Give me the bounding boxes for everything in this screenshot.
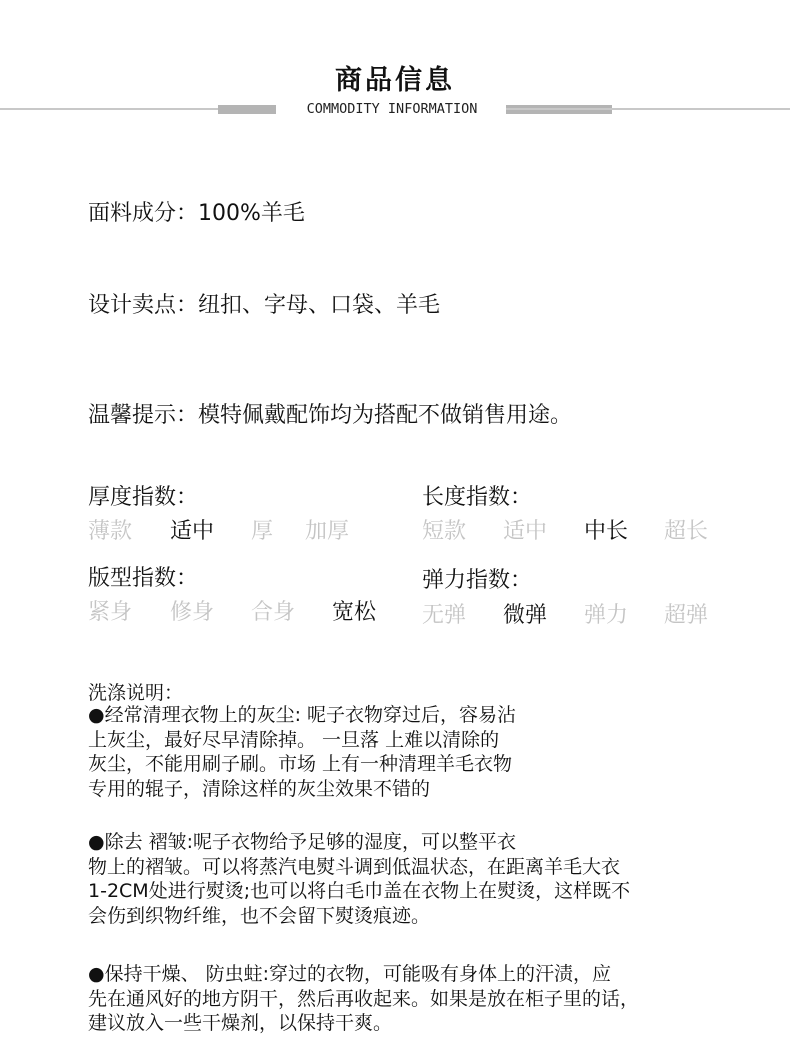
thickness-option: 适中 — [170, 519, 215, 544]
paragraph-line: 先在通风好的地方阴干，然后再收起来。如果是放在柜子里的话， — [88, 987, 640, 1010]
thickness-option: 厚 — [251, 519, 274, 544]
fit-option: 宽松 — [332, 600, 377, 625]
kind-reminder: 温馨提示：模特佩戴配饰均为搭配不做销售用途。 — [88, 403, 573, 428]
header-accent-bar-left — [218, 105, 276, 114]
length-option: 短款 — [422, 519, 467, 544]
length-option: 适中 — [503, 519, 548, 544]
elasticity-option: 无弹 — [422, 603, 467, 628]
washing-paragraph-dry — [88, 962, 639, 1036]
thickness-option: 加厚 — [305, 519, 350, 544]
fit-index-title: 版型指数： — [88, 566, 199, 591]
paragraph-line: 1-2CM处进行熨烫;也可以将白毛巾盖在衣物上在熨烫，这样既不 — [88, 880, 631, 902]
fit-option: 紧身 — [88, 600, 133, 625]
paragraph-line: 建议放入一些干燥剂，以保持干爽。 — [88, 1012, 393, 1034]
elasticity-option: 弹力 — [584, 603, 629, 628]
washing-paragraph-dust — [88, 703, 516, 801]
fit-option: 修身 — [170, 600, 215, 625]
thickness-option: 薄款 — [88, 519, 133, 544]
thickness-index-title: 厚度指数： — [88, 485, 199, 510]
paragraph-line: 专用的辊子，清除这样的灰尘效果不错的 — [88, 777, 431, 800]
paragraph-line: ●保持干燥、 防虫蛀:穿过的衣物，可能吸有身体上的汗渍，应 — [88, 963, 612, 985]
paragraph-line: 会伤到织物纤维，也不会留下熨烫痕迹。 — [88, 904, 431, 927]
elasticity-index-title: 弹力指数： — [422, 568, 533, 593]
paragraph-line: ●除去 褶皱:呢子衣物给予足够的湿度，可以整平衣 — [88, 831, 517, 853]
paragraph-line: 物上的褶皱。可以将蒸汽电熨斗调到低温状态，在距离羊毛大衣 — [88, 855, 621, 878]
elasticity-option: 微弹 — [503, 603, 548, 628]
page-subtitle: COMMODITY INFORMATION — [306, 101, 478, 117]
length-option: 中长 — [584, 519, 629, 544]
washing-paragraph-wrinkles — [88, 830, 630, 928]
paragraph-line: ●经常清理衣物上的灰尘: 呢子衣物穿过后，容易沾 — [88, 704, 517, 726]
paragraph-line: 上灰尘，最好尽早清除掉。 一旦落 上难以清除的 — [88, 728, 500, 751]
fit-option: 合身 — [251, 600, 296, 625]
length-option: 超长 — [664, 519, 709, 544]
header-divider-right — [506, 108, 790, 110]
washing-instructions-title: 洗涤说明： — [88, 682, 184, 704]
design-selling-points: 设计卖点：纽扣、字母、口袋、羊毛 — [88, 293, 441, 318]
length-index-title: 长度指数： — [422, 485, 533, 510]
elasticity-option: 超弹 — [664, 603, 709, 628]
paragraph-line: 灰尘，不能用刷子刷。市场 上有一种清理羊毛衣物 — [88, 753, 513, 775]
fabric-composition: 面料成分：100%羊毛 — [88, 201, 305, 226]
page-title: 商品信息 — [335, 65, 455, 96]
